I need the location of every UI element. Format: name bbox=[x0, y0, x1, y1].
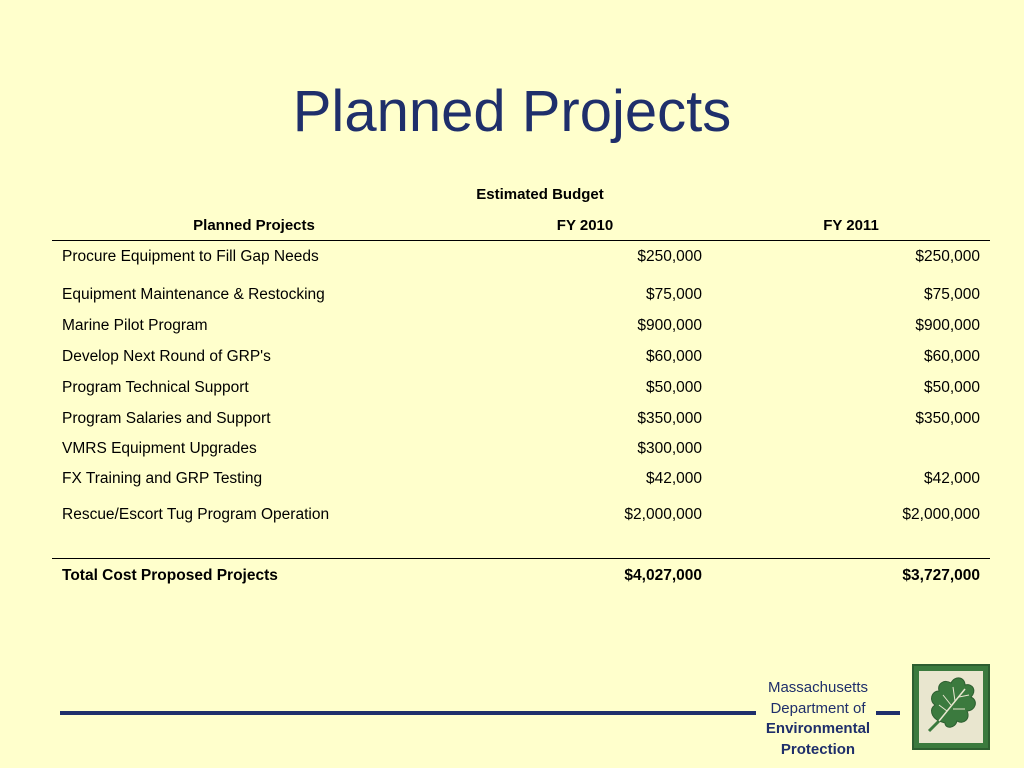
fy2010-value: $42,000 bbox=[645, 470, 702, 487]
column-header-fy2011: FY 2011 bbox=[823, 217, 879, 234]
project-name: Marine Pilot Program bbox=[62, 317, 208, 334]
fy2011-value: $60,000 bbox=[923, 348, 980, 365]
fy2010-value: $60,000 bbox=[645, 348, 702, 365]
total-row bbox=[52, 567, 990, 587]
oak-leaf-icon bbox=[919, 671, 983, 743]
table-row bbox=[52, 440, 990, 460]
org-line-1: Massachusetts bbox=[767, 679, 869, 696]
fy2011-value: $42,000 bbox=[923, 470, 980, 487]
fy2010-value: $75,000 bbox=[645, 286, 702, 303]
total-label: Total Cost Proposed Projects bbox=[62, 567, 278, 584]
fy2010-value: $2,000,000 bbox=[624, 506, 702, 523]
project-name: Procure Equipment to Fill Gap Needs bbox=[62, 248, 319, 265]
budget-group-header: Estimated Budget bbox=[476, 186, 604, 203]
fy2010-value: $350,000 bbox=[637, 410, 702, 427]
fy2010-value: $50,000 bbox=[645, 379, 702, 396]
project-name: Develop Next Round of GRP's bbox=[62, 348, 271, 365]
total-fy2010: $4,027,000 bbox=[624, 567, 702, 584]
fy2010-value: $900,000 bbox=[637, 317, 702, 334]
project-name: Rescue/Escort Tug Program Operation bbox=[62, 506, 330, 523]
fy2011-value: $75,000 bbox=[923, 286, 980, 303]
footer-bar-left bbox=[60, 711, 756, 715]
dep-logo bbox=[912, 664, 990, 750]
header-rule bbox=[52, 240, 990, 241]
fy2010-value: $300,000 bbox=[637, 440, 702, 457]
fy2011-value: $900,000 bbox=[915, 317, 980, 334]
page-title: Planned Projects bbox=[292, 79, 732, 144]
fy2011-value: $350,000 bbox=[915, 410, 980, 427]
table-row bbox=[52, 317, 990, 337]
fy2011-value: $50,000 bbox=[923, 379, 980, 396]
table-row bbox=[52, 248, 990, 268]
total-rule bbox=[52, 558, 990, 559]
org-line-3: Environmental bbox=[765, 720, 871, 737]
table-row bbox=[52, 470, 990, 490]
table-row bbox=[52, 348, 990, 368]
fy2010-value: $250,000 bbox=[637, 248, 702, 265]
table-row bbox=[52, 286, 990, 306]
project-name: Program Salaries and Support bbox=[62, 410, 271, 427]
org-name bbox=[744, 678, 892, 760]
total-fy2011: $3,727,000 bbox=[902, 567, 980, 584]
column-header-projects: Planned Projects bbox=[193, 217, 315, 234]
org-line-2: Department of bbox=[770, 699, 866, 717]
table-row bbox=[52, 506, 990, 526]
table-row bbox=[52, 410, 990, 430]
logo-background bbox=[919, 671, 983, 743]
org-line-4: Protection bbox=[780, 740, 856, 758]
fy2011-value: $250,000 bbox=[915, 248, 980, 265]
project-name: Program Technical Support bbox=[62, 379, 249, 396]
project-name: FX Training and GRP Testing bbox=[62, 470, 263, 487]
project-name: Equipment Maintenance & Restocking bbox=[62, 286, 325, 303]
table-row bbox=[52, 379, 990, 399]
project-name: VMRS Equipment Upgrades bbox=[62, 440, 257, 457]
column-header-fy2010: FY 2010 bbox=[556, 217, 614, 234]
fy2011-value: $2,000,000 bbox=[902, 506, 980, 523]
